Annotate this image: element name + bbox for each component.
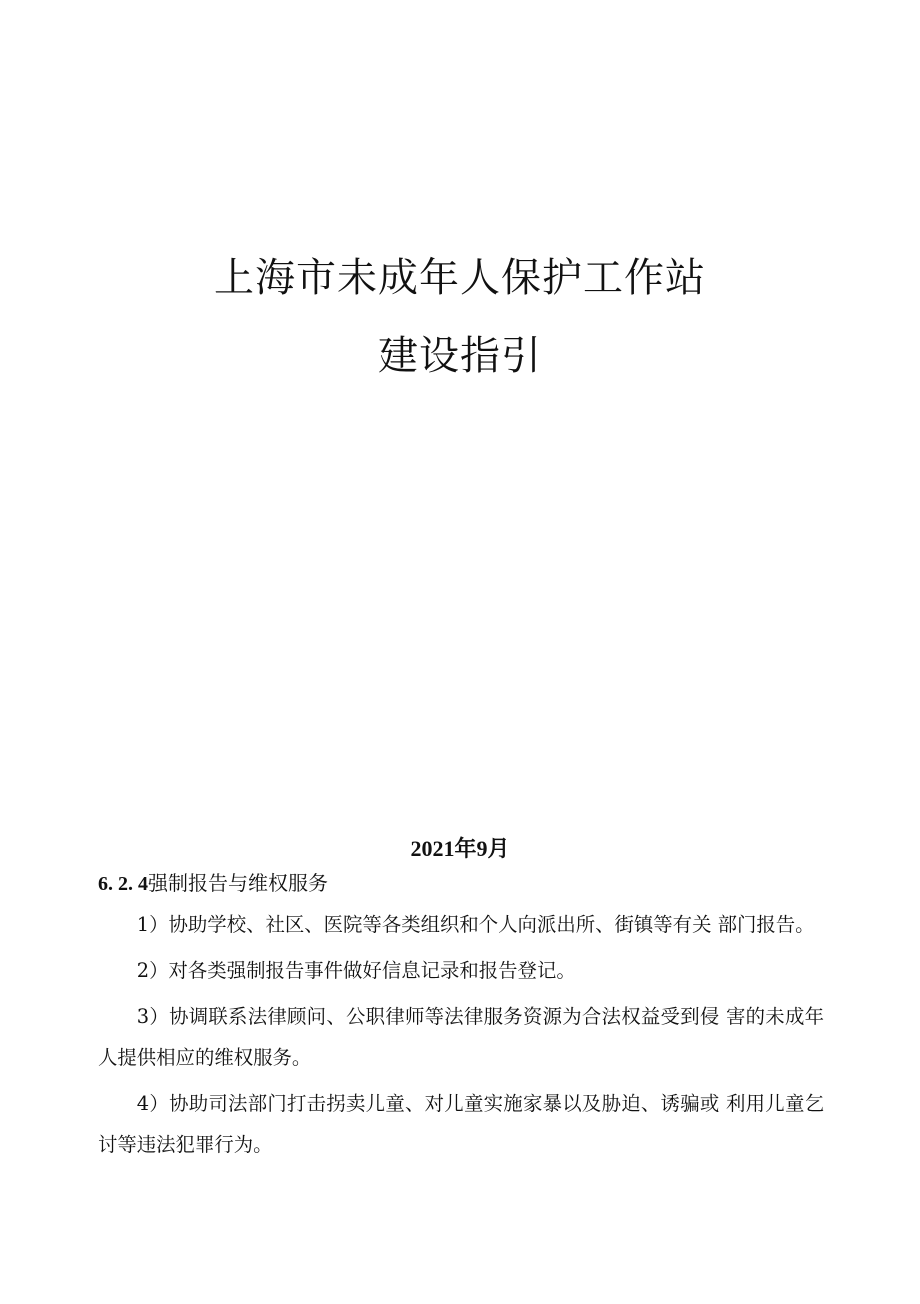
section-item-list xyxy=(98,904,824,1170)
list-item: 3）协调联系法律顾问、公职律师等法律服务资源为合法权益受到侵 害的未成年人提供相应的维权服务。 xyxy=(98,1005,824,1069)
section-heading xyxy=(98,867,328,896)
list-item: 1）协助学校、社区、医院等各类组织和个人向派出所、街镇等有关 部门报告。 xyxy=(136,913,815,936)
list-item: 2）对各类强制报告事件做好信息记录和报告登记。 xyxy=(136,959,576,982)
section-number: 6. 2. 4 xyxy=(98,873,148,895)
publication-date: 2021年9月 xyxy=(410,836,510,861)
document-title-line1: 上海市未成年人保护工作站 xyxy=(214,255,706,301)
section-title: 强制报告与维权服务 xyxy=(148,871,328,895)
list-item: 4）协助司法部门打击拐卖儿童、对儿童实施家暴以及胁迫、诱骗或 利用儿童乞讨等违法犯罪行为。 xyxy=(98,1092,824,1156)
document-title-line2: 建设指引 xyxy=(378,333,542,379)
